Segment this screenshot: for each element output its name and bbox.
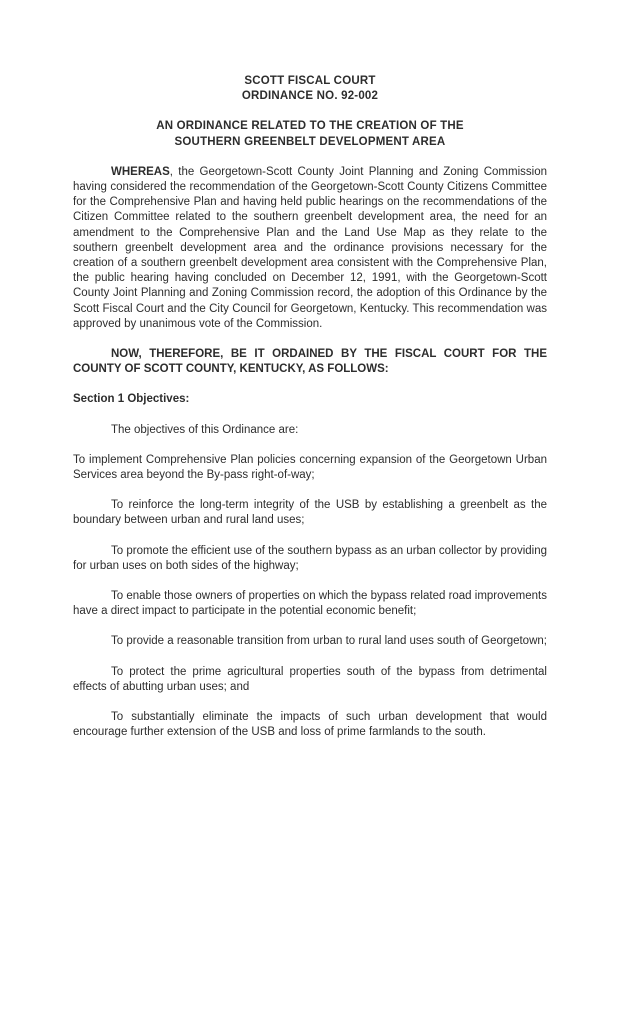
document-header xyxy=(73,74,547,104)
title-line-2: SOUTHERN GREENBELT DEVELOPMENT AREA xyxy=(174,135,446,148)
objective-provide: To provide a reasonable transition from urban to rural land uses south of Georgetown; xyxy=(111,635,547,648)
objective-reinforce: To reinforce the long-term integrity of the USB by establishing a greenbelt as the boundary between urban and rural land uses; xyxy=(73,499,547,527)
section-1-heading: Section 1 Objectives: xyxy=(73,393,190,406)
whereas-lead: WHEREAS xyxy=(111,165,170,178)
whereas-paragraph xyxy=(73,165,547,332)
enactment-paragraph: NOW, THEREFORE, BE IT ORDAINED BY THE FISCAL COURT FOR THE COUNTY OF SCOTT COUNTY, KENTUCKY, AS FOLLOWS: xyxy=(73,348,547,376)
objective-eliminate: To substantially eliminate the impacts of such urban development that would encourage further extension of the USB and loss of prime farmlands to the south. xyxy=(73,711,547,739)
section-1-intro: The objectives of this Ordinance are: xyxy=(111,423,299,436)
document-title xyxy=(73,119,547,149)
court-name: SCOTT FISCAL COURT xyxy=(244,75,376,87)
title-line-1: AN ORDINANCE RELATED TO THE CREATION OF THE xyxy=(156,120,464,133)
ordinance-number: ORDINANCE NO. 92-002 xyxy=(241,90,379,103)
objective-enable: To enable those owners of properties on which the bypass related road improvements have a direct impact to participate in the potential economic benefit; xyxy=(73,590,547,618)
whereas-body: , the Georgetown-Scott County Joint Planning and Zoning Commission having considered the recommendation of the Georgetown-Scott County Citizens Committee for the Comprehensive Plan and having held public hearings on the recommendations of the Citizen Committee related to the southern greenbelt development area, the need for an amendment to the Comprehensive Plan and the Land Use Map as they relate to the southern greenbelt development area and the ordinance provisions necessary for the creation of a southern greenbelt development area consistent with the Comprehensive Plan, the public hearing having concluded on December 12, 1991, with the Georgetown-Scott County Joint Planning and Zoning Commission record, the adoption of this Ordinance by the Scott Fiscal Court and the City Council for Georgetown, Kentucky. This recommendation was approved by unanimous vote of the Commission. xyxy=(73,165,547,330)
objective-promote: To promote the efficient use of the southern bypass as an urban collector by providing for urban uses on both sides of the highway; xyxy=(73,544,547,572)
objective-implement: To implement Comprehensive Plan policies concerning expansion of the Georgetown Urban Services area beyond the By-pass right-of-way; xyxy=(73,453,547,482)
objective-protect: To protect the prime agricultural properties south of the bypass from detrimental effects of abutting urban uses; and xyxy=(73,665,547,693)
